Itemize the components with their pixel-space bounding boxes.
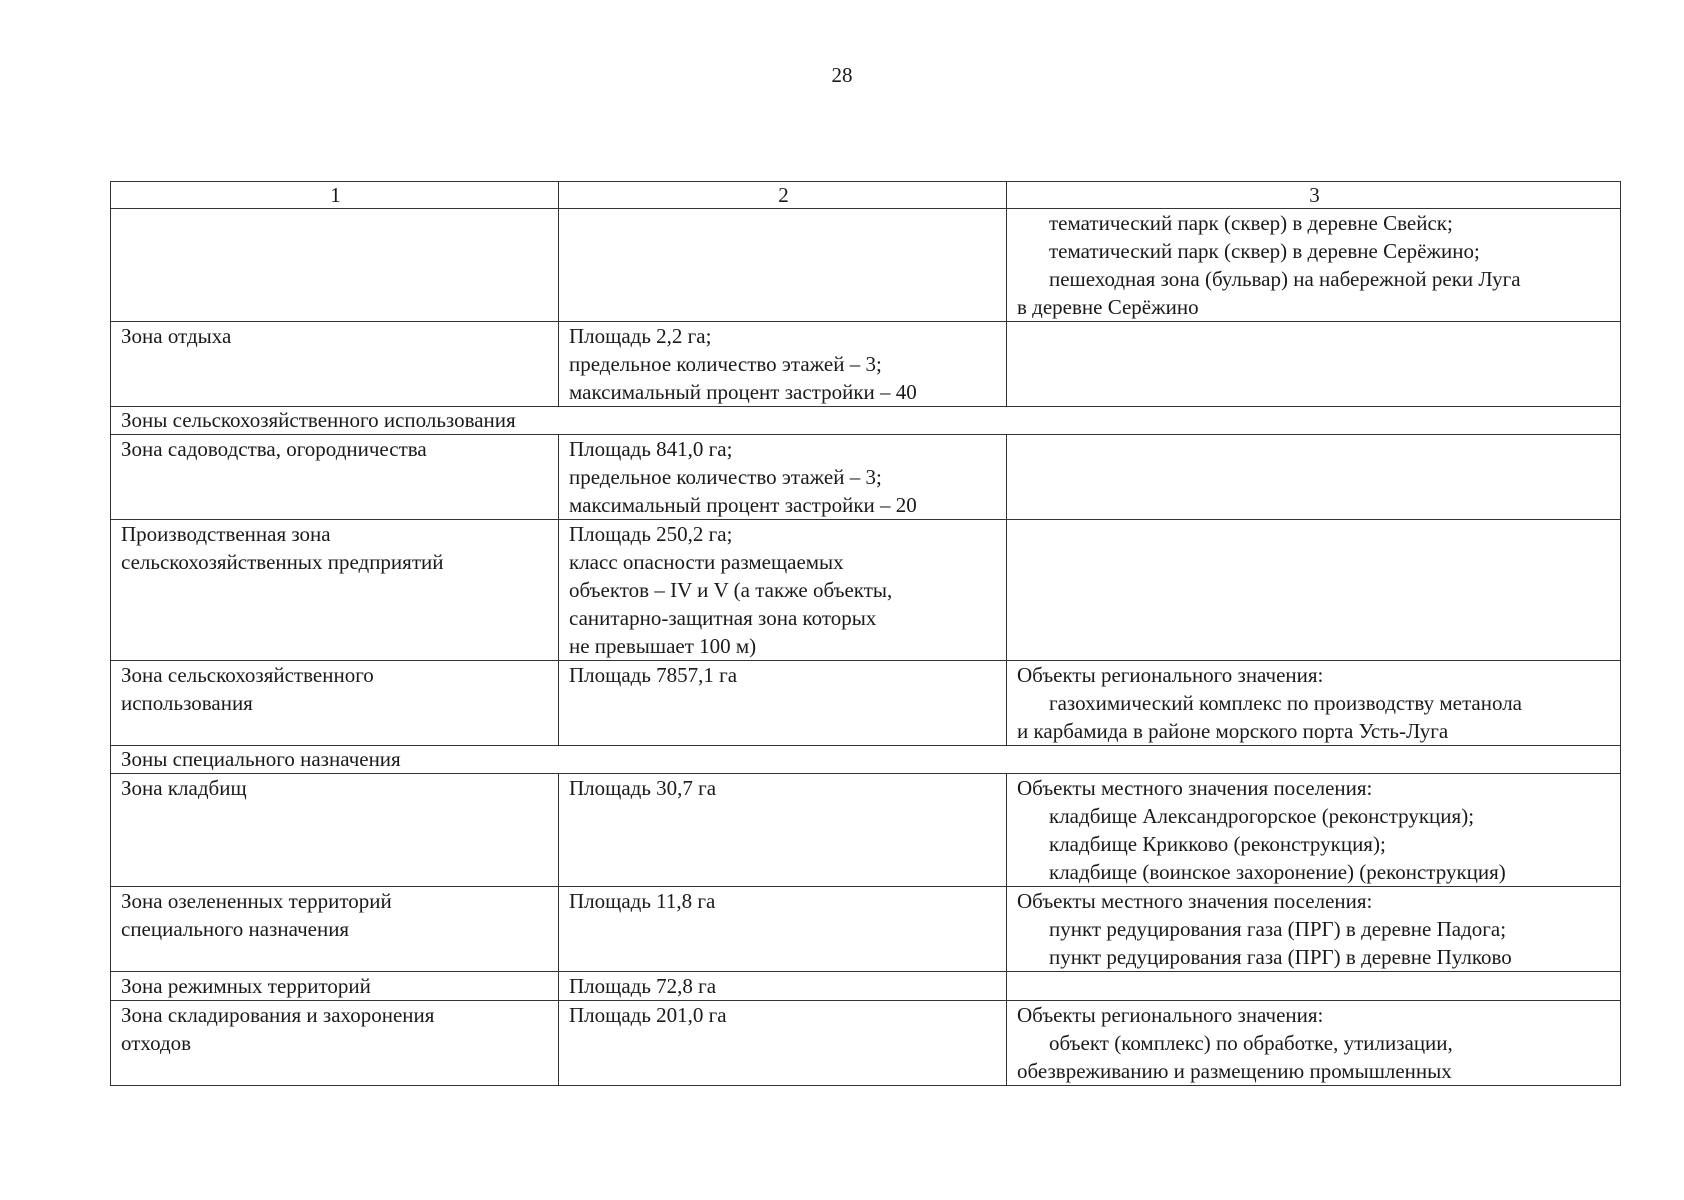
zone-params-cell <box>559 209 1007 322</box>
cell-line: объектов – IV и V (а также объекты, <box>569 578 893 602</box>
column-number-3: 3 <box>1007 182 1621 209</box>
cell-line: газохимический комплекс по производству метанола <box>1049 691 1523 715</box>
cell-line: Зона сельскохозяйственного <box>121 663 374 687</box>
zone-params-cell <box>559 435 1007 520</box>
table-row <box>111 887 1621 972</box>
zone-params-cell <box>559 661 1007 746</box>
zone-objects-cell <box>1007 435 1621 520</box>
cell-line: предельное количество этажей – 3; <box>569 465 882 489</box>
zone-objects-cell <box>1007 322 1621 407</box>
table-row <box>111 972 1621 1001</box>
table-row <box>111 435 1621 520</box>
cell-line: максимальный процент застройки – 40 <box>569 380 917 404</box>
cell-line: Зона садоводства, огородничества <box>121 437 427 461</box>
zone-name-cell <box>111 1001 559 1086</box>
cell-line: Площадь 30,7 га <box>569 776 717 800</box>
zone-objects-cell <box>1007 774 1621 887</box>
cell-line: Объекты местного значения поселения: <box>1017 889 1373 913</box>
cell-line: кладбище Крикково (реконструкция); <box>1049 832 1386 856</box>
cell-line: кладбище Александрогорское (реконструкция); <box>1049 804 1475 828</box>
cell-line: Площадь 2,2 га; <box>569 324 712 348</box>
zone-name-cell <box>111 435 559 520</box>
zone-objects-cell <box>1007 209 1621 322</box>
cell-line: Зона режимных территорий <box>121 974 371 998</box>
cell-line: Зона складирования и захоронения <box>121 1003 435 1027</box>
cell-line: предельное количество этажей – 3; <box>569 352 882 376</box>
cell-line: Площадь 841,0 га; <box>569 437 733 461</box>
cell-line: санитарно-защитная зона которых <box>569 606 877 630</box>
cell-line: тематический парк (сквер) в деревне Свейск; <box>1049 211 1453 235</box>
group-title: Зоны сельскохозяйственного использования <box>111 407 1621 435</box>
cell-line: максимальный процент застройки – 20 <box>569 493 917 517</box>
zone-params-cell <box>559 322 1007 407</box>
table-row <box>111 661 1621 746</box>
zone-objects-cell <box>1007 887 1621 972</box>
cell-line: сельскохозяйственных предприятий <box>121 550 444 574</box>
zone-name-cell <box>111 661 559 746</box>
zone-name-cell <box>111 209 559 322</box>
zone-params-cell <box>559 887 1007 972</box>
zone-name-cell <box>111 322 559 407</box>
table-group-row <box>111 746 1621 774</box>
zone-objects-cell <box>1007 520 1621 661</box>
zone-name-cell <box>111 887 559 972</box>
table-group-row <box>111 407 1621 435</box>
cell-line: тематический парк (сквер) в деревне Серёжино; <box>1049 239 1480 263</box>
cell-line: Зона кладбищ <box>121 776 247 800</box>
zone-objects-cell <box>1007 661 1621 746</box>
zone-objects-cell <box>1007 1001 1621 1086</box>
cell-line: и карбамида в районе морского порта Усть-Луга <box>1017 719 1449 743</box>
cell-line: использования <box>121 691 253 715</box>
cell-line: обезвреживанию и размещению промышленных <box>1017 1059 1452 1083</box>
cell-line: специального назначения <box>121 917 350 941</box>
table-row <box>111 774 1621 887</box>
zone-params-cell <box>559 1001 1007 1086</box>
table-row <box>111 520 1621 661</box>
cell-line: пункт редуцирования газа (ПРГ) в деревне Пулково <box>1049 945 1512 969</box>
column-number-1: 1 <box>111 182 559 209</box>
cell-line: Площадь 72,8 га <box>569 974 717 998</box>
cell-line: Площадь 11,8 га <box>569 889 716 913</box>
zone-params-cell <box>559 774 1007 887</box>
zone-name-cell <box>111 774 559 887</box>
cell-line: Площадь 7857,1 га <box>569 663 738 687</box>
zone-params-cell <box>559 972 1007 1001</box>
zones-table <box>110 181 1621 1086</box>
cell-line: пункт редуцирования газа (ПРГ) в деревне Падога; <box>1049 917 1507 941</box>
cell-line: Объекты регионального значения: <box>1017 1003 1324 1027</box>
table-row <box>111 209 1621 322</box>
cell-line: Площадь 250,2 га; <box>569 522 733 546</box>
cell-line: класс опасности размещаемых <box>569 550 844 574</box>
cell-line: в деревне Серёжино <box>1017 295 1199 319</box>
zones-table-body <box>111 182 1621 1086</box>
column-number-2: 2 <box>559 182 1007 209</box>
group-title: Зоны специального назначения <box>111 746 1621 774</box>
cell-line: Объекты местного значения поселения: <box>1017 776 1373 800</box>
table-header-row <box>111 182 1621 209</box>
cell-line: Объекты регионального значения: <box>1017 663 1324 687</box>
cell-line: отходов <box>121 1031 192 1055</box>
cell-line: Зона отдыха <box>121 324 232 348</box>
cell-line: объект (комплекс) по обработке, утилизации, <box>1049 1031 1453 1055</box>
zone-name-cell <box>111 520 559 661</box>
cell-line: Производственная зона <box>121 522 331 546</box>
zone-name-cell <box>111 972 559 1001</box>
cell-line: не превышает 100 м) <box>569 634 757 658</box>
table-row <box>111 322 1621 407</box>
table-row <box>111 1001 1621 1086</box>
cell-line: Площадь 201,0 га <box>569 1003 727 1027</box>
zone-objects-cell <box>1007 972 1621 1001</box>
cell-line: кладбище (воинское захоронение) (реконструкция) <box>1049 860 1506 884</box>
cell-line: пешеходная зона (бульвар) на набережной реки Луга <box>1049 267 1521 291</box>
page-number: 28 <box>831 63 853 87</box>
zone-params-cell <box>559 520 1007 661</box>
cell-line: Зона озелененных территорий <box>121 889 392 913</box>
